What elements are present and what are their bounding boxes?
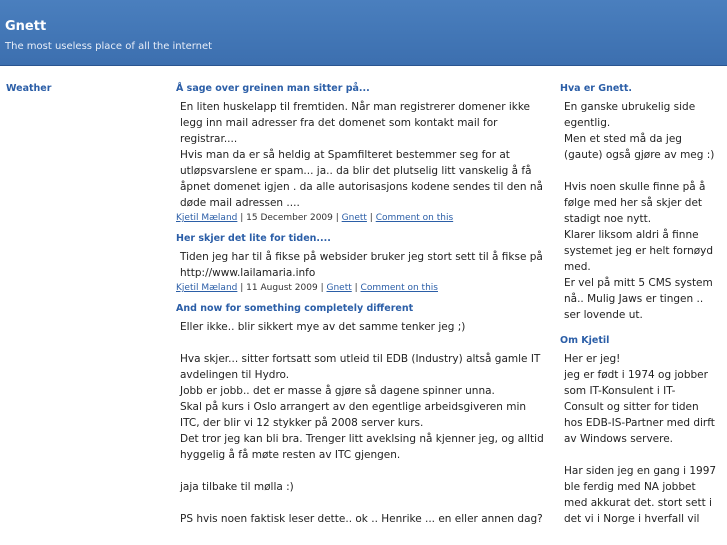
comment-link[interactable]: Comment on this bbox=[360, 283, 438, 293]
right-sidebar bbox=[560, 83, 727, 539]
posts-column bbox=[176, 83, 556, 535]
post-title[interactable]: And now for something completely different bbox=[176, 303, 414, 314]
post-date: 15 December 2009 bbox=[246, 213, 333, 223]
widget-title: Om Kjetil bbox=[560, 335, 610, 346]
post-meta: Kjetil Mæland | 15 December 2009 | Gnett | Comment on this bbox=[176, 213, 454, 223]
post-title[interactable]: Her skjer det lite for tiden.... bbox=[176, 233, 331, 244]
site-header bbox=[0, 0, 727, 66]
widget-body: En ganske ubrukelig side egentlig. Men et sted må da jeg (gaute) også gjøre av meg :) Hvis noen skulle finne på å følge med her så skjer det stadigt noe nytt. Klarer liksom aldri å finne systemet jeg er helt fornøyd med. Er vel på mitt 5 CMS system nå.. Mulig Jaws er tingen .. ser lovende ut. bbox=[564, 101, 715, 321]
widget-about-gnett bbox=[560, 83, 727, 323]
comment-link[interactable]: Comment on this bbox=[375, 213, 454, 223]
post-body: Tiden jeg har til å fikse på websider bruker jeg stort sett til å fikse på http://www.lailamaria.info bbox=[180, 251, 543, 279]
post-category-link[interactable]: Gnett bbox=[326, 283, 352, 293]
post-body: En liten huskelapp til fremtiden. Når man registrerer domener ikke legg inn mail adresser fra det domenet som kontakt mail for registrar.... Hvis man da er så heldig at Spamfilteret bestemmer seg for at utløpsvarslene er spam... ja.. da blir det plutselig litt vanskelig å få åpnet domenet igjen . da alle autorisasjons kodene sendes til den nå døde mail adressen .... bbox=[180, 101, 543, 209]
post-author-link[interactable]: Kjetil Mæland bbox=[176, 213, 238, 223]
post bbox=[176, 83, 556, 225]
post-category-link[interactable]: Gnett bbox=[341, 213, 367, 223]
post-title[interactable]: Å sage over greinen man sitter på... bbox=[176, 83, 370, 94]
left-sidebar bbox=[6, 83, 156, 94]
post-date: 11 August 2009 bbox=[246, 283, 318, 293]
weather-heading: Weather bbox=[6, 83, 52, 94]
site-tagline: The most useless place of all the internet bbox=[5, 41, 213, 52]
site-title[interactable]: Gnett bbox=[5, 19, 47, 34]
widget-title: Hva er Gnett. bbox=[560, 83, 632, 94]
post-author-link[interactable]: Kjetil Mæland bbox=[176, 283, 238, 293]
post bbox=[176, 233, 556, 295]
post bbox=[176, 303, 556, 527]
widget-body: Her er jeg! jeg er født i 1974 og jobber som IT-Konsulent i IT- Consult og sitter for tiden hos EDB-IS-Partner med dirft av Windows servere. Har siden jeg en gang i 1997 ble ferdig med NA jobbet med akkurat det. stort sett i det vi i Norge i hverfall vil bbox=[564, 353, 717, 525]
post-body: Eller ikke.. blir sikkert mye av det samme tenker jeg ;) Hva skjer... sitter fortsatt som utleid til EDB (Industry) altså gamle IT avdelingen til Hydro. Jobb er jobb.. det er masse å gjøre så dagene spinner unna. Skal på kurs i Oslo arrangert av den egentlige arbeidsgiveren min ITC, der blir vi 12 stykker på 2008 server kurs. Det tror jeg kan bli bra. Trenger litt aveklsing nå kjenner jeg, og alltid hyggelig å få møte resten av ITC gjengen. jaja tilbake til mølla :) PS hvis noen faktisk leser dette.. ok .. Henrike ... en eller annen dag? bbox=[180, 321, 544, 525]
widget-about-kjetil bbox=[560, 335, 727, 527]
post-meta: Kjetil Mæland | 11 August 2009 | Gnett | Comment on this bbox=[176, 283, 438, 293]
